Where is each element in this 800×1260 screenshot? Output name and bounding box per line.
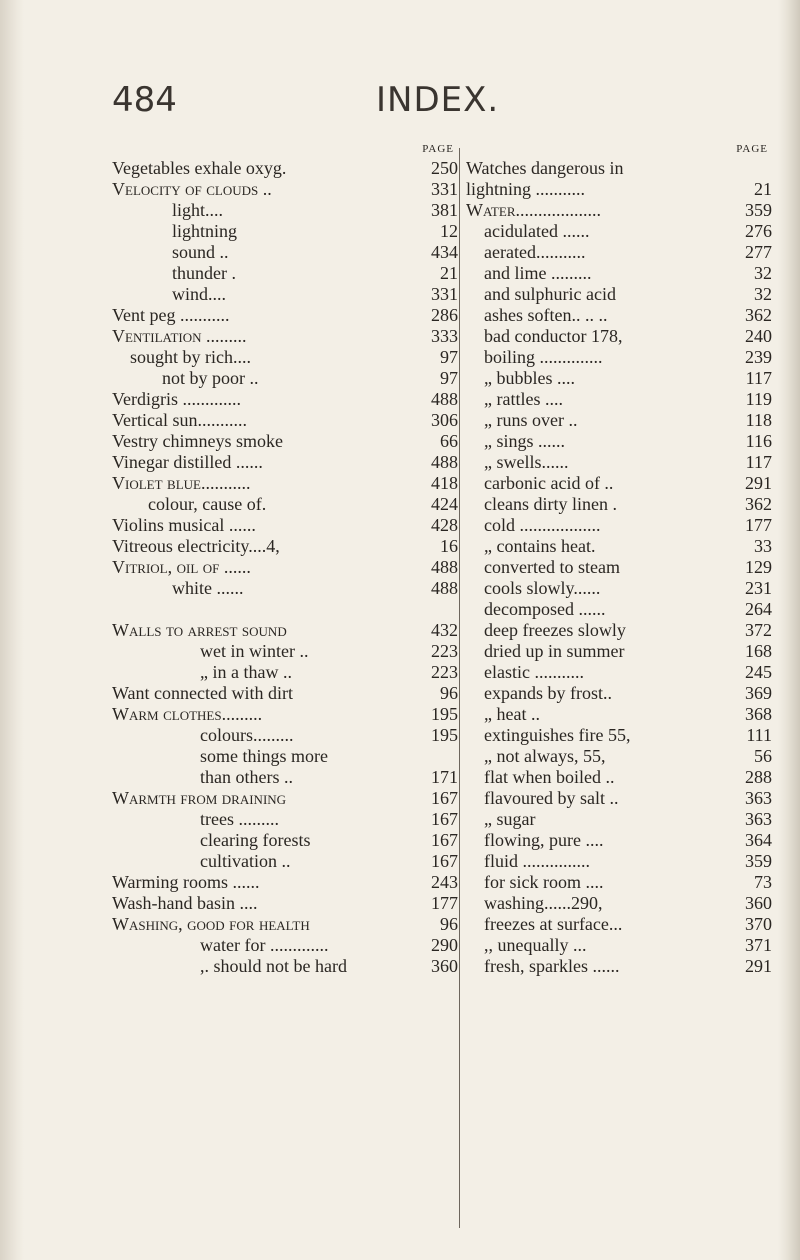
index-entry [466,242,772,263]
index-entry [466,746,772,767]
entry-text: „ in a thaw .. [200,662,292,682]
entry-page: 171 [431,767,458,787]
index-entry [112,746,458,767]
entry-page: 12 [440,221,458,241]
entry-text: „ bubbles .... [484,368,575,388]
entry-page: 111 [746,725,772,745]
entry-page: 418 [431,473,458,493]
page-header [0,80,800,140]
index-entry [466,473,772,494]
index-entry [466,389,772,410]
entry-text: decomposed ...... [484,599,606,619]
entry-text: Ventilation ......... [112,326,247,346]
index-entry [466,557,772,578]
entry-page: 73 [754,872,772,892]
entry-page: 276 [745,221,772,241]
entry-page: 372 [745,620,772,640]
entry-text: flowing, pure .... [484,830,604,850]
page-column-label: PAGE [736,143,768,155]
entry-text: elastic ........... [484,662,584,682]
index-entry [466,536,772,557]
entry-text: „ runs over .. [484,410,578,430]
index-entry [466,305,772,326]
entry-text: Vegetables exhale oxyg. [112,158,287,178]
entry-text: Warm clothes......... [112,704,263,724]
index-entry [466,515,772,536]
entry-page: 363 [745,788,772,808]
entry-text: washing......290, [484,893,603,913]
index-entry [112,578,458,599]
entry-page: 116 [745,431,772,451]
entry-page: 119 [745,389,772,409]
entry-page: 243 [431,872,458,892]
entry-page: 424 [431,494,458,514]
index-entry [466,809,772,830]
entry-text: expands by frost.. [484,683,612,703]
index-entry [466,851,772,872]
index-entry [112,179,458,200]
entry-text: converted to steam [484,557,620,577]
index-entry [466,935,772,956]
entry-page: 96 [440,914,458,934]
index-entries-right [466,158,772,977]
entry-text: Violins musical ...... [112,515,256,535]
entry-page: 21 [754,179,772,199]
index-entry [112,158,458,179]
entry-text: trees ......... [200,809,279,829]
entry-page: 290 [431,935,458,955]
index-entry [112,494,458,515]
entry-text: and sulphuric acid [484,284,616,304]
index-entry [466,368,772,389]
index-entry [466,767,772,788]
index-entries-left [112,158,458,977]
entry-page: 428 [431,515,458,535]
entry-text: Washing, good for health [112,914,310,934]
index-entry [466,662,772,683]
entry-page: 331 [431,284,458,304]
index-entry [112,620,458,641]
page-edge-right [778,0,800,1260]
entry-text: dried up in summer [484,641,625,661]
entry-page: 250 [431,158,458,178]
entry-page: 32 [754,263,772,283]
index-entry [112,368,458,389]
entry-text: for sick room .... [484,872,604,892]
entry-page: 223 [431,641,458,661]
entry-text: flat when boiled .. [484,767,615,787]
entry-page: 333 [431,326,458,346]
entry-text: flavoured by salt .. [484,788,619,808]
index-entry [112,536,458,557]
index-entry [112,326,458,347]
index-entry [466,872,772,893]
entry-text: extinguishes fire 55, [484,725,631,745]
index-entry [112,935,458,956]
index-entry [112,284,458,305]
index-entry [112,788,458,809]
entry-text: carbonic acid of .. [484,473,614,493]
page-number: 484 [112,80,177,120]
index-entry [466,683,772,704]
entry-text: clearing forests [200,830,311,850]
entry-text: Warming rooms ...... [112,872,260,892]
index-entry [466,431,772,452]
index-entry [112,683,458,704]
entry-page: 240 [745,326,772,346]
entry-page: 364 [745,830,772,850]
entry-text: fresh, sparkles ...... [484,956,620,976]
index-entry [112,956,458,977]
entry-text: Watches dangerous in [466,158,624,178]
index-entry [466,788,772,809]
entry-text: Vertical sun........... [112,410,247,430]
index-column-right [466,140,772,977]
entry-text: colour, cause of. [148,494,267,514]
entry-text: white ...... [172,578,244,598]
index-entry [466,347,772,368]
entry-page: 167 [431,851,458,871]
entry-text: sought by rich.... [130,347,251,367]
entry-text: „ sugar [484,809,536,829]
index-entry [466,641,772,662]
entry-page: 291 [745,956,772,976]
entry-text: cultivation .. [200,851,291,871]
entry-text: aerated........... [484,242,586,262]
entry-page: 362 [745,305,772,325]
entry-text: ashes soften.. .. .. [484,305,608,325]
index-entry [466,284,772,305]
entry-text: than others .. [200,767,293,787]
entry-text: „ contains heat. [484,536,596,556]
entry-text: Vitreous electricity....4, [112,536,280,556]
index-entry [466,893,772,914]
entry-page: 363 [745,809,772,829]
entry-text: water for ............. [200,935,329,955]
index-entry [112,557,458,578]
index-entry [112,893,458,914]
entry-page: 167 [431,809,458,829]
entry-page: 371 [745,935,772,955]
entry-text: acidulated ...... [484,221,590,241]
entry-page: 359 [745,851,772,871]
index-entry [112,641,458,662]
entry-page: 488 [431,389,458,409]
index-entry [112,851,458,872]
entry-page: 32 [754,284,772,304]
entry-page: 362 [745,494,772,514]
index-entry [466,578,772,599]
entry-text: not by poor .. [162,368,259,388]
index-entry [466,179,772,200]
entry-page: 21 [440,263,458,283]
index-entry [466,410,772,431]
entry-page: 277 [745,242,772,262]
index-entry [466,620,772,641]
entry-page: 369 [745,683,772,703]
entry-text: „ not always, 55, [484,746,606,766]
entry-text: Velocity of clouds .. [112,179,272,199]
index-entry [466,830,772,851]
index-entry [112,809,458,830]
entry-text: Vinegar distilled ...... [112,452,263,472]
entry-page: 223 [431,662,458,682]
index-entry [112,221,458,242]
index-entry [466,452,772,473]
entry-text: Violet blue........... [112,473,251,493]
entry-page: 360 [431,956,458,976]
page-column-label: PAGE [422,143,454,155]
index-entry [112,767,458,788]
entry-page: 288 [745,767,772,787]
index-entry [466,956,772,977]
index-entry [112,200,458,221]
entry-page: 167 [431,788,458,808]
entry-page: 195 [431,725,458,745]
entry-text: cools slowly...... [484,578,601,598]
index-entry [112,725,458,746]
index-entry [466,494,772,515]
entry-text: lightning [172,221,238,241]
entry-text: ,, unequally ... [484,935,587,955]
entry-text: light.... [172,200,224,220]
index-entry [466,914,772,935]
index-entry [112,473,458,494]
entry-text: cleans dirty linen . [484,494,617,514]
entry-page: 286 [431,305,458,325]
index-entry [112,914,458,935]
index-entry [112,515,458,536]
index-entry [466,263,772,284]
entry-text: deep freezes slowly [484,620,626,640]
entry-page: 195 [431,704,458,724]
index-entry [466,704,772,725]
entry-page: 167 [431,830,458,850]
entry-text: „ sings ...... [484,431,565,451]
entry-page: 66 [440,431,458,451]
index-entry [466,326,772,347]
entry-text: Vitriol, oil of ...... [112,557,251,577]
entry-text: fluid ............... [484,851,590,871]
index-entry [112,431,458,452]
entry-text: Vestry chimneys smoke [112,431,283,451]
entry-page: 33 [754,536,772,556]
entry-text: boiling .............. [484,347,603,367]
entry-page: 434 [431,242,458,262]
entry-page: 370 [745,914,772,934]
entry-text: and lime ......... [484,263,592,283]
index-entry [112,305,458,326]
entry-page: 118 [745,410,772,430]
index-entry [466,599,772,620]
entry-page: 96 [440,683,458,703]
entry-page: 177 [431,893,458,913]
entry-page: 488 [431,452,458,472]
entry-text: thunder . [172,263,236,283]
page-edge-left [0,0,24,1260]
index-column-left [112,140,458,977]
entry-text: Verdigris ............. [112,389,241,409]
entry-page: 488 [431,578,458,598]
entry-text: sound .. [172,242,229,262]
entry-text: colours......... [200,725,294,745]
entry-page: 177 [745,515,772,535]
entry-page: 331 [431,179,458,199]
entry-page: 16 [440,536,458,556]
entry-text: bad conductor 178, [484,326,623,346]
index-entry [466,221,772,242]
index-entry [112,452,458,473]
index-entry [466,200,772,221]
entry-page: 239 [745,347,772,367]
entry-text: lightning ........... [466,179,586,199]
entry-text: some things more [200,746,328,766]
column-divider [459,148,460,1228]
entry-page: 368 [745,704,772,724]
entry-page: 97 [440,347,458,367]
index-entry [112,662,458,683]
entry-page: 264 [745,599,772,619]
entry-page: 359 [745,200,772,220]
index-entry [466,158,772,179]
index-entry [112,347,458,368]
entry-page: 117 [745,452,772,472]
index-entry [466,725,772,746]
index-entry [112,872,458,893]
entry-page: 97 [440,368,458,388]
entry-page: 291 [745,473,772,493]
index-entry [112,389,458,410]
entry-text: Vent peg ........... [112,305,230,325]
entry-page: 129 [745,557,772,577]
index-entry [112,263,458,284]
entry-text: „ rattles .... [484,389,563,409]
entry-text: Want connected with dirt [112,683,293,703]
entry-text: ,. should not be hard [200,956,347,976]
entry-text: „ swells...... [484,452,569,472]
entry-page: 56 [754,746,772,766]
index-entry [112,410,458,431]
entry-page: 488 [431,557,458,577]
entry-text: cold .................. [484,515,601,535]
entry-page: 381 [431,200,458,220]
entry-text: freezes at surface... [484,914,623,934]
entry-text: Wash-hand basin .... [112,893,258,913]
index-entry [112,704,458,725]
entry-page: 231 [745,578,772,598]
index-entry [112,242,458,263]
entry-page: 117 [745,368,772,388]
entry-page: 245 [745,662,772,682]
entry-page: 306 [431,410,458,430]
entry-text: wet in winter .. [200,641,309,661]
entry-page: 360 [745,893,772,913]
entry-text: wind.... [172,284,226,304]
page-title: INDEX. [376,80,500,120]
entry-text: Water................... [466,200,601,220]
entry-text: „ heat .. [484,704,540,724]
entry-page: 168 [745,641,772,661]
entry-text: Walls to arrest sound [112,620,287,640]
entry-page: 432 [431,620,458,640]
index-entry [112,830,458,851]
entry-text: Warmth from draining [112,788,287,808]
